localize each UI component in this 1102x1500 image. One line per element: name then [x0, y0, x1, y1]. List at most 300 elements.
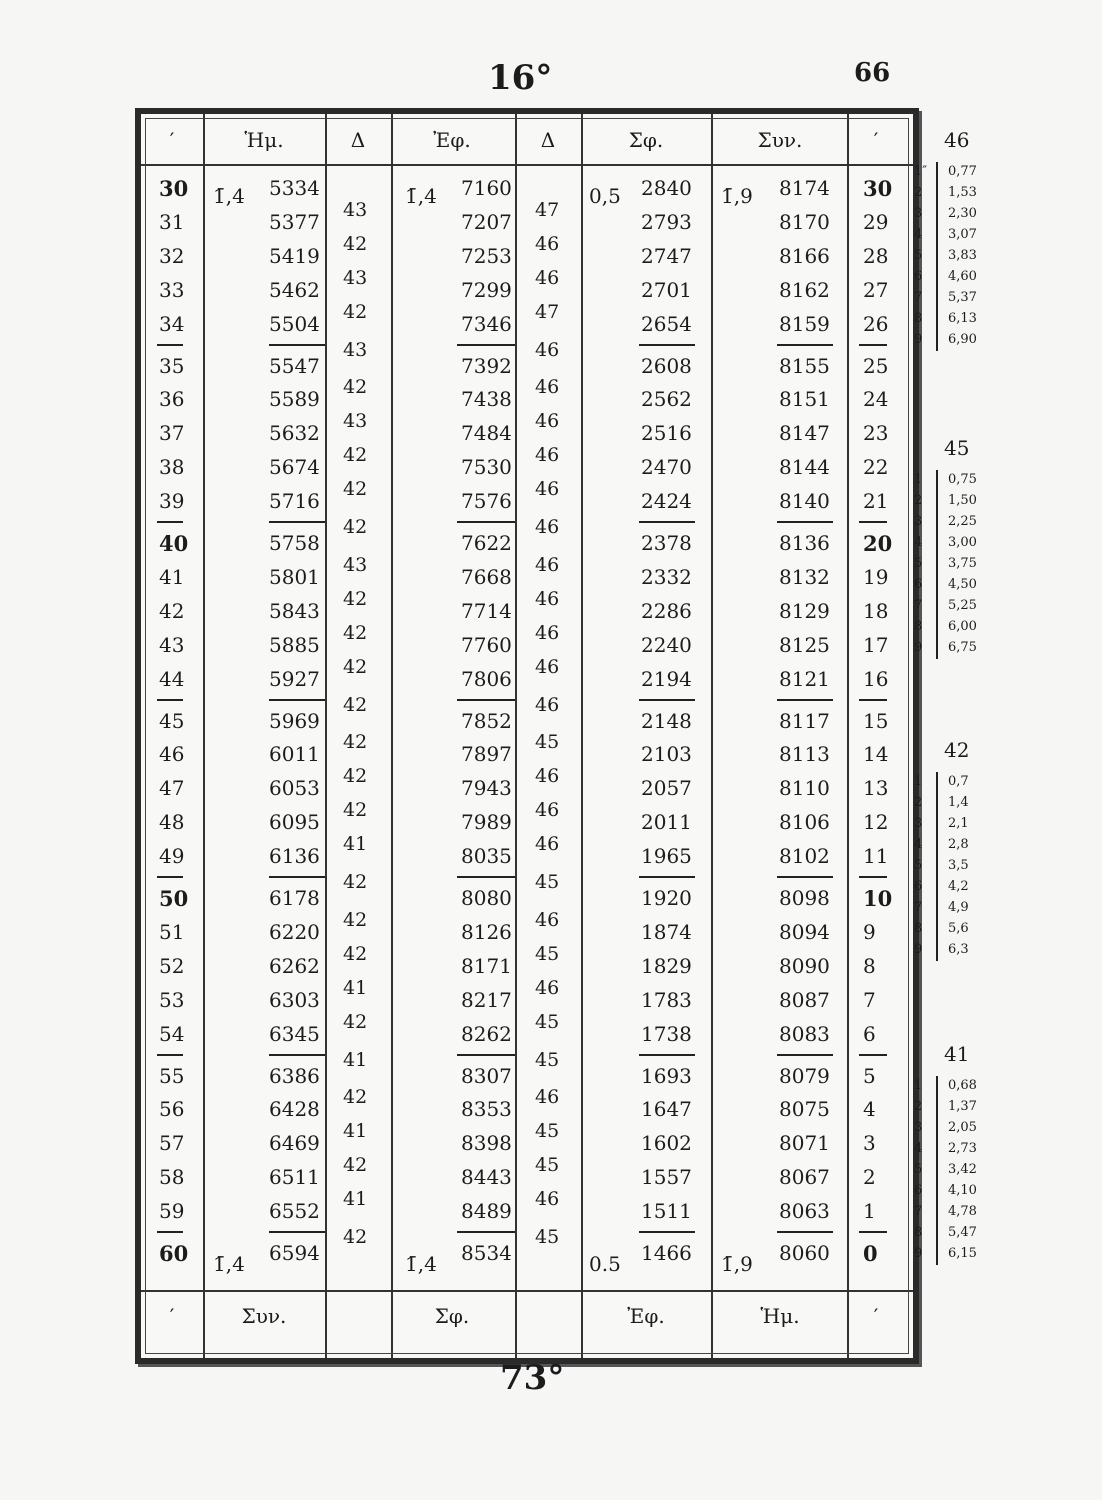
delta-sin-cell: 42 — [343, 1086, 368, 1109]
degree-top: 16° — [488, 58, 553, 98]
minute-cell: 43 — [159, 632, 185, 657]
minute-cell: 55 — [159, 1063, 185, 1088]
cot-cell: 1783 — [641, 987, 692, 1012]
cot-cell: 2424 — [641, 489, 692, 514]
prop-parts-value: 5,47 — [948, 1225, 977, 1240]
cot-cell: 1738 — [641, 1021, 692, 1046]
delta-sin-cell: 41 — [343, 1120, 368, 1143]
delta-tan-cell: 45 — [535, 1010, 560, 1033]
tan-cell: 8217 — [461, 987, 512, 1012]
cos-cell: 8162 — [779, 277, 830, 302]
minute-cell: 50 — [159, 886, 189, 911]
cot-cell: 1965 — [641, 844, 692, 869]
col-sep — [581, 114, 583, 1358]
delta-sin-cell: 42 — [343, 478, 368, 501]
prop-parts-index: 8 — [914, 619, 923, 634]
tan-cell: 7530 — [461, 455, 512, 480]
minute-right-cell: 25 — [863, 353, 889, 378]
delta-sin-cell: 42 — [343, 871, 368, 894]
group-separator — [157, 344, 183, 346]
cot-cell: 1829 — [641, 953, 692, 978]
prop-parts-value: 2,1 — [948, 816, 969, 831]
prop-parts-index: 2 — [914, 493, 923, 508]
delta-sin-cell: 42 — [343, 376, 368, 399]
prop-parts-value: 3,75 — [948, 556, 977, 571]
prop-parts-index: 6 — [914, 577, 923, 592]
prop-parts-value: 6,75 — [948, 640, 977, 655]
sin-cell: 6511 — [269, 1165, 320, 1190]
sin-cell: 6178 — [269, 886, 320, 910]
cos-cell: 8129 — [779, 598, 830, 623]
cot-cell: 1557 — [641, 1165, 692, 1190]
group-separator — [269, 699, 325, 701]
prop-parts-value: 0,75 — [948, 472, 977, 487]
group-separator — [639, 344, 695, 346]
minute-right-cell: 8 — [863, 953, 876, 978]
cot-cell: 2516 — [641, 421, 692, 446]
tan-cell: 7576 — [461, 489, 512, 514]
minute-cell: 36 — [159, 387, 185, 412]
prop-parts-index: 7 — [914, 598, 923, 613]
tan-cell: 8443 — [461, 1165, 512, 1190]
cot-cell: 2194 — [641, 666, 692, 691]
cos-cell: 8110 — [779, 776, 830, 801]
prop-parts-value: 4,78 — [948, 1204, 977, 1219]
minute-cell: 60 — [159, 1241, 189, 1266]
minute-right-cell: 12 — [863, 810, 889, 835]
prop-parts-value: 6,00 — [948, 619, 977, 634]
cos-cell: 8140 — [779, 489, 830, 514]
delta-sin-cell: 42 — [343, 444, 368, 467]
prop-parts-index: 4 — [914, 227, 923, 242]
minute-right-cell: 11 — [863, 844, 889, 869]
prop-parts-value: 1,37 — [948, 1099, 977, 1114]
cos-cell: 8144 — [779, 455, 830, 480]
cot-cell: 2840 — [641, 176, 692, 200]
prop-parts-index: 6 — [914, 1183, 923, 1198]
prop-parts-value: 4,60 — [948, 269, 977, 284]
minute-cell: 51 — [159, 919, 185, 944]
minute-cell: 44 — [159, 666, 185, 691]
cot-cell: 2378 — [641, 531, 692, 555]
prop-parts-index: 4 — [914, 837, 923, 852]
delta-tan-cell: 45 — [535, 1048, 560, 1071]
group-separator — [457, 876, 515, 878]
delta-tan-cell: 46 — [535, 410, 560, 433]
cot-cell: 2793 — [641, 209, 692, 234]
tan-cell: 8171 — [461, 953, 512, 978]
delta-tan-cell: 46 — [535, 693, 560, 716]
prop-parts-value: 3,83 — [948, 248, 977, 263]
prop-parts-heading: 46 — [944, 128, 970, 152]
delta-sin-cell: 41 — [343, 833, 368, 856]
sin-cell: 6095 — [269, 810, 320, 835]
prop-parts-value: 6,15 — [948, 1246, 977, 1261]
sin-cell: 5716 — [269, 489, 320, 514]
group-separator — [269, 1231, 325, 1233]
minute-right-cell: 17 — [863, 632, 889, 657]
delta-sin-cell: 43 — [343, 410, 368, 433]
delta-tan-cell: 46 — [535, 976, 560, 999]
cos-cell: 8113 — [779, 742, 830, 767]
tan-cell: 8307 — [461, 1063, 512, 1088]
prop-parts-index: 4 — [914, 1141, 923, 1156]
cos-cell: 8155 — [779, 353, 830, 378]
delta-sin-cell: 43 — [343, 338, 368, 361]
group-separator — [269, 521, 325, 523]
minute-right-cell: 13 — [863, 776, 889, 801]
delta-tan-cell: 46 — [535, 444, 560, 467]
delta-sin-cell: 42 — [343, 731, 368, 754]
prop-parts-index: 3 — [914, 816, 923, 831]
cos-cell: 8151 — [779, 387, 830, 412]
cot-cell: 1874 — [641, 919, 692, 944]
degree-bottom: 73° — [500, 1358, 565, 1398]
minute-right-cell: 18 — [863, 598, 889, 623]
cos-cell: 8106 — [779, 810, 830, 835]
tan-cell: 7299 — [461, 277, 512, 302]
cot-cell: 1693 — [641, 1063, 692, 1088]
group-separator — [859, 521, 887, 523]
sin-cell: 6011 — [269, 742, 320, 767]
minute-cell: 40 — [159, 531, 189, 556]
sin-cell: 6552 — [269, 1199, 320, 1224]
header-delta-tan: Δ — [540, 128, 556, 152]
minute-right-cell: 27 — [863, 277, 889, 302]
prop-parts-value: 5,25 — [948, 598, 977, 613]
minute-right-cell: 7 — [863, 987, 876, 1012]
minute-cell: 31 — [159, 209, 185, 234]
prop-parts-index: 3 — [914, 514, 923, 529]
minute-cell: 53 — [159, 987, 185, 1012]
sin-cell: 5843 — [269, 598, 320, 623]
prop-parts-value: 2,25 — [948, 514, 977, 529]
minute-cell: 57 — [159, 1131, 185, 1156]
tan-cell: 8262 — [461, 1021, 512, 1046]
tan-cell: 7207 — [461, 209, 512, 234]
minute-right-cell: 15 — [863, 708, 889, 733]
minute-cell: 33 — [159, 277, 185, 302]
delta-tan-cell: 45 — [535, 942, 560, 965]
minute-right-cell: 23 — [863, 421, 889, 446]
sin-cell: 5885 — [269, 632, 320, 657]
group-separator — [457, 521, 515, 523]
prop-parts-index: 6 — [914, 879, 923, 894]
col-sep — [203, 114, 205, 1358]
delta-tan-cell: 45 — [535, 1226, 560, 1249]
cot-prefix-first: 0,5 — [589, 184, 621, 208]
prop-parts-value: 3,42 — [948, 1162, 977, 1177]
footer-tan: Ἐφ. — [627, 1304, 665, 1328]
group-separator — [859, 699, 887, 701]
prop-parts-value: 1,53 — [948, 185, 977, 200]
col-sep — [847, 114, 849, 1358]
minute-cell: 54 — [159, 1021, 185, 1046]
tan-cell: 8489 — [461, 1199, 512, 1224]
minute-cell: 39 — [159, 489, 185, 514]
minute-right-cell: 14 — [863, 742, 889, 767]
tan-cell: 7943 — [461, 776, 512, 801]
prop-parts-value: 5,6 — [948, 921, 969, 936]
group-separator — [269, 1054, 325, 1056]
delta-sin-cell: 42 — [343, 232, 368, 255]
prop-parts-index: 2 — [914, 185, 923, 200]
delta-tan-cell: 46 — [535, 516, 560, 539]
minute-right-cell: 10 — [863, 886, 893, 911]
group-separator — [777, 876, 833, 878]
sin-cell: 5547 — [269, 353, 320, 378]
cot-cell: 1466 — [641, 1241, 692, 1265]
cot-cell: 1511 — [641, 1199, 692, 1224]
delta-sin-cell: 42 — [343, 693, 368, 716]
group-separator — [859, 876, 887, 878]
prop-parts-value: 4,9 — [948, 900, 969, 915]
prop-parts-value: 1,50 — [948, 493, 977, 508]
minute-cell: 32 — [159, 243, 185, 268]
prop-parts-index: 1 — [914, 1078, 923, 1093]
delta-sin-cell: 42 — [343, 1226, 368, 1249]
delta-tan-cell: 46 — [535, 338, 560, 361]
prop-parts-index: 4 — [914, 535, 923, 550]
group-separator — [777, 521, 833, 523]
prop-parts-index: 2 — [914, 795, 923, 810]
header-cot: Σφ. — [628, 128, 664, 152]
cos-cell: 8170 — [779, 209, 830, 234]
prop-parts-index: 3 — [914, 1120, 923, 1135]
group-separator — [457, 699, 515, 701]
footer-cos: Συν. — [241, 1304, 287, 1328]
sin-cell: 5927 — [269, 666, 320, 691]
cos-cell: 8125 — [779, 632, 830, 657]
cot-cell: 1647 — [641, 1097, 692, 1122]
cos-cell: 8147 — [779, 421, 830, 446]
minute-cell: 48 — [159, 810, 185, 835]
cot-cell: 2701 — [641, 277, 692, 302]
minute-right-cell: 3 — [863, 1131, 876, 1156]
cot-cell: 2240 — [641, 632, 692, 657]
delta-tan-cell: 46 — [535, 765, 560, 788]
minute-cell: 45 — [159, 708, 185, 733]
group-separator — [777, 699, 833, 701]
minute-cell: 52 — [159, 953, 185, 978]
sin-cell: 5462 — [269, 277, 320, 302]
delta-sin-cell: 43 — [343, 266, 368, 289]
prop-parts-heading: 45 — [944, 436, 970, 460]
delta-sin-cell: 41 — [343, 976, 368, 999]
minute-cell: 56 — [159, 1097, 185, 1122]
sin-cell: 6136 — [269, 844, 320, 869]
prop-parts-index: 1 — [914, 472, 923, 487]
header-sin: Ἡμ. — [244, 128, 284, 152]
footer-minutes: ′ — [169, 1304, 175, 1328]
prop-parts-divider — [936, 470, 938, 659]
sin-cell: 6053 — [269, 776, 320, 801]
group-separator — [859, 1231, 887, 1233]
minute-right-cell: 19 — [863, 564, 889, 589]
tan-cell: 8398 — [461, 1131, 512, 1156]
sin-cell: 6469 — [269, 1131, 320, 1156]
prop-parts-value: 0,7 — [948, 774, 969, 789]
cot-cell: 2286 — [641, 598, 692, 623]
group-separator — [157, 876, 183, 878]
sin-cell: 5801 — [269, 564, 320, 589]
cos-cell: 8071 — [779, 1131, 830, 1156]
minute-cell: 47 — [159, 776, 185, 801]
minute-cell: 42 — [159, 598, 185, 623]
cos-cell: 8075 — [779, 1097, 830, 1122]
delta-tan-cell: 46 — [535, 1188, 560, 1211]
footer-rule — [141, 1290, 913, 1292]
delta-tan-cell: 46 — [535, 376, 560, 399]
prop-parts-index: 7 — [914, 900, 923, 915]
minute-right-cell: 5 — [863, 1063, 876, 1088]
delta-tan-cell: 46 — [535, 1086, 560, 1109]
tan-cell: 8353 — [461, 1097, 512, 1122]
delta-tan-cell: 46 — [535, 232, 560, 255]
group-separator — [457, 1054, 515, 1056]
tan-cell: 7668 — [461, 564, 512, 589]
group-separator — [457, 1231, 515, 1233]
delta-tan-cell: 46 — [535, 908, 560, 931]
cos-cell: 8102 — [779, 844, 830, 869]
tan-cell: 7438 — [461, 387, 512, 412]
delta-sin-cell: 42 — [343, 516, 368, 539]
footer-sin: Ἡμ. — [760, 1304, 800, 1328]
delta-sin-cell: 42 — [343, 655, 368, 678]
sin-prefix-first: 1̄,4 — [213, 184, 245, 208]
minute-right-cell: 21 — [863, 489, 889, 514]
prop-parts-divider — [936, 772, 938, 961]
delta-tan-cell: 46 — [535, 833, 560, 856]
cot-cell: 2608 — [641, 353, 692, 378]
minute-right-cell: 26 — [863, 311, 889, 336]
prop-parts-index: 9 — [914, 942, 923, 957]
sin-cell: 6220 — [269, 919, 320, 944]
sin-cell: 5969 — [269, 708, 320, 733]
delta-tan-cell: 45 — [535, 871, 560, 894]
col-sep — [515, 114, 517, 1358]
minute-cell: 30 — [159, 176, 189, 201]
cos-prefix-first: 1̄,9 — [721, 184, 753, 208]
tan-cell: 7989 — [461, 810, 512, 835]
header-rule — [141, 164, 913, 166]
cot-cell: 2148 — [641, 708, 692, 733]
delta-tan-cell: 46 — [535, 478, 560, 501]
minute-right-cell: 1 — [863, 1199, 876, 1224]
cos-cell: 8174 — [779, 176, 830, 200]
prop-parts-value: 4,10 — [948, 1183, 977, 1198]
delta-tan-cell: 47 — [535, 198, 560, 221]
tan-prefix-last: 1̄,4 — [405, 1252, 437, 1276]
sin-cell: 6428 — [269, 1097, 320, 1122]
minute-cell: 34 — [159, 311, 185, 336]
group-separator — [157, 521, 183, 523]
prop-parts-divider — [936, 1076, 938, 1265]
tan-cell: 7484 — [461, 421, 512, 446]
col-sep — [391, 114, 393, 1358]
prop-parts-index: 5 — [914, 858, 923, 873]
prop-parts-value: 4,2 — [948, 879, 969, 894]
delta-sin-cell: 41 — [343, 1048, 368, 1071]
group-separator — [269, 344, 325, 346]
delta-sin-cell: 42 — [343, 908, 368, 931]
cos-cell: 8094 — [779, 919, 830, 944]
prop-parts-value: 3,00 — [948, 535, 977, 550]
prop-parts-value: 2,30 — [948, 206, 977, 221]
cot-cell: 2562 — [641, 387, 692, 412]
cot-cell: 2011 — [641, 810, 692, 835]
tan-cell: 7852 — [461, 708, 512, 733]
delta-sin-cell: 41 — [343, 1188, 368, 1211]
group-separator — [639, 1054, 695, 1056]
group-separator — [639, 521, 695, 523]
prop-parts-value: 0,68 — [948, 1078, 977, 1093]
group-separator — [157, 1054, 183, 1056]
delta-sin-cell: 43 — [343, 198, 368, 221]
log-table — [135, 108, 919, 1364]
sin-cell: 5674 — [269, 455, 320, 480]
group-separator — [457, 344, 515, 346]
minute-cell: 49 — [159, 844, 185, 869]
prop-parts-value: 6,90 — [948, 332, 977, 347]
prop-parts-index: 1 — [914, 774, 923, 789]
minute-right-cell: 29 — [863, 209, 889, 234]
cos-cell: 8121 — [779, 666, 830, 691]
cos-cell: 8136 — [779, 531, 830, 555]
delta-tan-cell: 46 — [535, 621, 560, 644]
prop-parts-index: 8 — [914, 1225, 923, 1240]
tan-cell: 7714 — [461, 598, 512, 623]
prop-parts-index: 8 — [914, 311, 923, 326]
cos-cell: 8090 — [779, 953, 830, 978]
prop-parts-index: 6 — [914, 269, 923, 284]
sin-cell: 5632 — [269, 421, 320, 446]
cos-cell: 8166 — [779, 243, 830, 268]
prop-parts-value: 6,3 — [948, 942, 969, 957]
footer-cot: Σφ. — [434, 1304, 470, 1328]
prop-parts-value: 1,4 — [948, 795, 969, 810]
cot-cell: 2470 — [641, 455, 692, 480]
minute-right-cell: 2 — [863, 1165, 876, 1190]
minute-right-cell: 24 — [863, 387, 889, 412]
prop-parts-divider — [936, 162, 938, 351]
minute-cell: 38 — [159, 455, 185, 480]
tan-cell: 7806 — [461, 666, 512, 691]
group-separator — [859, 1054, 887, 1056]
minute-cell: 46 — [159, 742, 185, 767]
cos-cell: 8132 — [779, 564, 830, 589]
prop-parts-index: 9 — [914, 640, 923, 655]
cos-cell: 8098 — [779, 886, 830, 910]
tan-cell: 8534 — [461, 1241, 512, 1265]
page-number: 66 — [854, 58, 891, 88]
cos-cell: 8079 — [779, 1063, 830, 1088]
sin-cell: 6303 — [269, 987, 320, 1012]
delta-sin-cell: 42 — [343, 765, 368, 788]
tan-cell: 8126 — [461, 919, 512, 944]
tan-cell: 7346 — [461, 311, 512, 336]
minute-cell: 41 — [159, 564, 185, 589]
delta-tan-cell: 45 — [535, 1154, 560, 1177]
minute-right-cell: 9 — [863, 919, 876, 944]
group-separator — [269, 876, 325, 878]
prop-parts-index: 5 — [914, 248, 923, 263]
cot-cell: 1920 — [641, 886, 692, 910]
prop-parts-index: 9 — [914, 332, 923, 347]
header-tan: Ἐφ. — [433, 128, 471, 152]
prop-parts-index: 2 — [914, 1099, 923, 1114]
minute-cell: 58 — [159, 1165, 185, 1190]
